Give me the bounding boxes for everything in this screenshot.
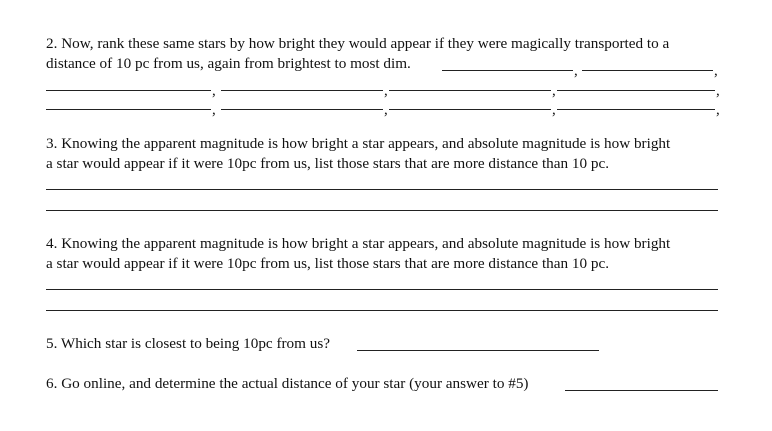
q2-answer-blank[interactable] bbox=[389, 109, 551, 110]
q2-comma: , bbox=[574, 63, 578, 79]
q2-comma: , bbox=[716, 102, 720, 118]
q6-answer-blank[interactable] bbox=[565, 390, 718, 391]
q2-answer-blank[interactable] bbox=[46, 109, 211, 110]
q2-answer-blank[interactable] bbox=[221, 109, 383, 110]
q2-comma: , bbox=[716, 83, 720, 99]
q5-text: 5. Which star is closest to being 10pc from us? bbox=[46, 335, 331, 352]
q2-comma: , bbox=[212, 83, 216, 99]
q6-text: 6. Go online, and determine the actual distance of your star (your answer to #5) bbox=[46, 375, 529, 392]
q2-answer-blank[interactable] bbox=[582, 70, 713, 71]
q2-comma: , bbox=[384, 83, 388, 99]
q2-answer-blank[interactable] bbox=[557, 90, 715, 91]
q3-text-line2: a star would appear if it were 10pc from us, list those stars that are more distance than 10 pc. bbox=[46, 155, 610, 172]
q4-answer-line[interactable] bbox=[46, 289, 718, 290]
q4-text-line1: 4. Knowing the apparent magnitude is how bright a star appears, and absolute magnitude is how bright bbox=[46, 235, 671, 252]
q2-comma: , bbox=[212, 102, 216, 118]
q2-comma: , bbox=[552, 83, 556, 99]
q3-answer-line[interactable] bbox=[46, 210, 718, 211]
q2-answer-blank[interactable] bbox=[389, 90, 551, 91]
q3-text-line1: 3. Knowing the apparent magnitude is how bright a star appears, and absolute magnitude is how bright bbox=[46, 135, 671, 152]
q2-answer-blank[interactable] bbox=[221, 90, 383, 91]
q3-answer-line[interactable] bbox=[46, 189, 718, 190]
q4-text-line2: a star would appear if it were 10pc from us, list those stars that are more distance than 10 pc. bbox=[46, 255, 610, 272]
q2-answer-blank[interactable] bbox=[557, 109, 715, 110]
q2-answer-blank[interactable] bbox=[442, 70, 573, 71]
q2-comma: , bbox=[384, 102, 388, 118]
q2-text-line2: distance of 10 pc from us, again from brightest to most dim. bbox=[46, 55, 411, 72]
q2-comma: , bbox=[552, 102, 556, 118]
q2-comma: , bbox=[714, 63, 718, 79]
q2-text-line1: 2. Now, rank these same stars by how bright they would appear if they were magically transported to a bbox=[46, 35, 670, 52]
q2-answer-blank[interactable] bbox=[46, 90, 211, 91]
q4-answer-line[interactable] bbox=[46, 310, 718, 311]
q5-answer-blank[interactable] bbox=[357, 350, 599, 351]
